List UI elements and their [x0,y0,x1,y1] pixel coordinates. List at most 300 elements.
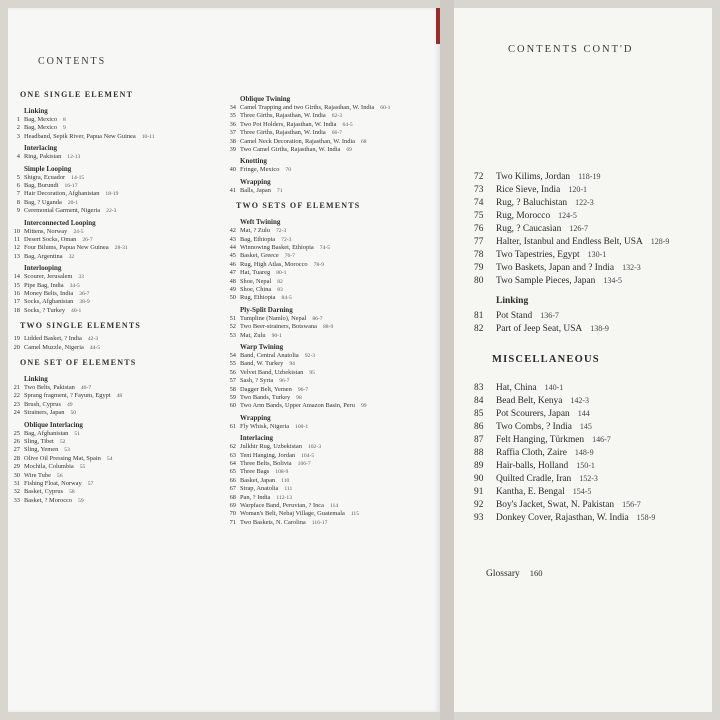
entry-title: Raffia Cloth, Zaire [496,448,567,458]
subsection-heading: Oblique Interlacing [24,420,83,429]
entry-number: 4 [16,153,20,161]
entry-page: 124-5 [558,211,577,220]
subsection-heading: Interlacing [24,144,58,153]
entry-number: 7 [16,190,20,198]
entry-number: 9 [16,207,20,215]
entry-title: Hat, Tuareg [240,269,271,277]
entry-page: 78-9 [313,261,324,268]
contents-entry [222,112,342,120]
contents-entry [8,344,100,352]
entry-number: 74 [474,198,484,208]
entry-page: 138-9 [590,324,609,333]
entry-number: 89 [474,461,484,471]
entry-number: 54 [229,352,236,359]
contents-entry [222,423,308,431]
entry-number: 18 [13,306,20,314]
contents-page-left [8,8,440,712]
contents-entry [8,392,122,400]
entry-number: 35 [229,112,236,120]
entry-number: 57 [229,377,236,385]
entry-number: 22 [13,392,20,400]
entry-number: 85 [474,409,484,419]
entry-number: 66 [229,476,236,484]
contents-entry [222,315,323,323]
entry-page: 140-1 [544,383,564,392]
entry-page: 115 [350,511,360,518]
entry-page: 83 [277,287,283,293]
entry-page: 72-3 [281,236,292,243]
entry-page: 53 [64,447,70,454]
entry-page: 12-13 [67,154,81,161]
entry-number: 87 [474,435,484,445]
contents-entry [222,394,302,402]
entry-number: 8 [16,198,20,206]
entry-title: Mittens, Norway [24,227,68,235]
entry-page: 50 [70,410,77,417]
entry-page: 59 [78,497,84,504]
contents-entry [222,286,283,294]
entry-page: 100-1 [295,423,309,430]
entry-page: 86-7 [312,315,323,322]
entry-title: Halter, Istanbul and Endless Belt, USA [496,237,643,247]
subsection-heading: Linking [496,296,529,306]
entry-title: Rug, ? Baluchistan [496,198,568,208]
entry-page: 34-5 [69,282,80,289]
subsection-heading: Interlooping [24,264,62,273]
entry-title: Two Arm Bands, Upper Amazon Basin, Peru [240,402,355,410]
entry-title: Headband, Sepik River, Papua New Guinea [24,132,136,140]
entry-page: 110 [281,477,290,484]
entry-number: 34 [229,104,236,111]
entry-number: 21 [13,384,20,391]
subsection-heading: Linking [24,375,48,383]
entry-page: 9 [63,125,66,132]
entry-title: Tumpline (Namlo), Nepal [240,314,307,322]
entry-title: Desert Socks, Oman [24,236,77,243]
entry-title: Woman's Belt, Nebaj Village, Guatemala [240,510,345,518]
subsection-heading: Interlacing [240,434,274,443]
contents-entry [8,335,98,343]
entry-title: Shoe, Nepal [240,277,272,285]
entry-page: 96-7 [279,378,290,385]
contents-entry [222,121,353,129]
entry-title: Felt Hanging, Türkmen [496,435,585,445]
contents-entry [222,269,286,277]
entry-page: 32 [68,253,75,260]
entry-title: Shoe, China [240,286,272,293]
entry-title: Brush, Cyprus [24,400,61,408]
subsection-heading: Ply-Split Darning [240,305,293,314]
entry-title: Two Beer-strainers, Botswana [240,323,317,331]
entry-number: 36 [229,120,236,128]
contents-entry [8,307,81,315]
entry-number: 23 [13,400,20,408]
entry-page: 95 [309,369,315,376]
entry-page: 156-7 [622,500,641,509]
entry-number: 90 [474,474,484,484]
contents-entry [8,401,73,409]
contents-entry [474,184,587,196]
contents-entry [474,408,590,420]
entry-number: 37 [229,129,236,137]
entry-title: Two Tapestries, Egypt [496,250,580,260]
entry-title: Julkhir Rug, Uzbekistan [240,443,302,451]
entry-number: 10 [13,227,20,235]
contents-entry [474,262,641,274]
contents-entry [8,174,84,182]
contents-entry [474,223,588,235]
entry-number: 1 [16,116,20,123]
entry-number: 71 [229,518,236,526]
entry-title: Lidded Basket, ? India [24,335,82,343]
entry-title: Pan, ? India [240,493,271,501]
entry-number: 82 [474,324,484,334]
entry-title: Two Kilims, Jordan [496,172,571,182]
contents-entry [8,190,118,198]
entry-number: 31 [13,480,20,487]
entry-title: Hair Decoration, Afghanistan [24,190,100,198]
entry-number: 28 [13,454,20,462]
entry-title: Mat, Zulu [240,331,266,339]
entry-page: 46-7 [80,385,92,391]
contents-entry [222,129,342,137]
entry-page: 130-1 [587,250,607,259]
contents-entry [8,446,70,454]
entry-number: 25 [13,429,20,437]
subsection-heading: Wrapping [240,177,271,186]
entry-number: 2 [16,124,20,132]
entry-page: 102-3 [307,444,322,451]
entry-title: Bag, Mexico [24,124,58,132]
entry-title: Strap, Anatolia [240,485,279,493]
entry-title: Three Belts, Bolivia [240,460,292,467]
entry-title: Olive Oil Pressing Mat, Spain [24,454,101,462]
contents-entry [222,460,311,468]
contents-entry [8,182,78,190]
contents-entry [222,166,291,174]
entry-page: 144 [577,409,590,418]
entry-number: 17 [13,298,20,306]
entry-page: 40-1 [71,307,82,314]
entry-title: Boy's Jacket, Swat, N. Pakistan [496,500,615,510]
entry-page: 24-5 [73,228,84,235]
contents-entry [8,290,89,298]
entry-page: 84-5 [281,295,292,302]
subsection-heading: Weft Twining [240,218,281,227]
entry-number: 61 [229,422,236,430]
entry-title: Quilted Cradle, Iran [496,474,572,484]
contents-entry [8,430,80,438]
entry-title: Strainers, Japan [24,409,65,417]
entry-page: 52 [59,439,66,445]
entry-title: Bag, Burundi [24,182,59,189]
entry-number: 67 [229,485,236,493]
entry-page: 44-5 [89,344,101,351]
entry-number: 13 [13,252,20,260]
entry-number: 93 [474,513,484,523]
contents-entry [222,485,292,493]
entry-title: Velvet Band, Uzbekistan [240,368,304,376]
entry-number: 55 [229,360,236,368]
entry-title: Bead Belt, Kenya [496,396,563,406]
contents-entry [474,421,592,433]
entry-title: Rug, Ethiopia [240,294,276,302]
entry-title: Shigra, Ecuador [24,173,66,181]
entry-number: 6 [16,182,20,189]
entry-title: Winnowing Basket, Ethiopia [240,244,314,251]
contents-entry [222,510,359,518]
entry-page: 66-7 [331,130,342,137]
subsection-heading: Wrapping [240,413,271,422]
contents-entry [222,146,352,154]
entry-number: 24 [13,409,20,417]
contents-entry [222,294,292,302]
entry-page: 26-7 [82,237,93,243]
entry-title: Donkey Cover, Rajasthan, W. India [496,513,629,523]
entry-page: 134-5 [603,276,622,285]
entry-title: Two Baskets, N. Carolina [240,518,306,526]
entry-title: Camel Neck Decoration, Rajasthan, W. India [240,137,355,145]
entry-page: 64-5 [342,121,353,128]
contents-entry [8,497,84,505]
contents-entry [222,252,295,260]
entry-title: Money Belts, India [24,290,74,297]
contents-entry [8,244,128,252]
entry-page: 57 [87,481,94,487]
entry-page: 38-9 [79,299,90,306]
entry-page: 68 [361,138,367,145]
entry-title: Fly Whisk, Nigeria [240,422,290,430]
entry-number: 76 [474,224,484,234]
contents-entry [474,512,655,524]
entry-page: 108-9 [275,469,289,476]
entry-title: Mochila, Columbia [24,463,74,471]
contents-entry [8,133,155,141]
section-heading: ONE SINGLE ELEMENT [20,90,134,99]
contents-entry [222,519,327,527]
entry-page: 51 [74,430,80,437]
contents-entry [474,395,589,407]
entry-title: Warpface Band, Peruvian, ? Inca [240,502,324,509]
entry-number: 19 [13,335,20,343]
glossary-label: Glossary [486,569,520,579]
contents-entry [474,210,577,222]
entry-page: 142-3 [570,396,590,405]
contents-entry [222,104,390,112]
entry-title: Sling, Tibet [24,438,54,445]
subsection-heading: Simple Looping [24,164,72,173]
entry-title: Basket, Cyprus [24,488,64,496]
entry-page: 36-7 [79,291,90,297]
entry-number: 62 [229,443,236,451]
contents-page-right [454,8,712,712]
entry-page: 54 [106,455,113,462]
entry-number: 50 [229,294,236,302]
contents-entry [222,452,314,460]
subsection-heading: Warp Twining [240,343,284,351]
contents-entry [8,116,66,124]
entry-page: 104-5 [301,452,315,459]
entry-page: 55 [79,464,86,471]
entry-page: 60-1 [380,105,391,111]
entry-title: Rice Sieve, India [496,185,561,195]
entry-number: 53 [229,331,236,339]
entry-title: Pot Scourers, Japan [496,409,570,419]
contents-entry [8,472,63,480]
contents-entry [222,477,289,485]
contents-entry [8,124,66,132]
contents-entry [8,207,116,215]
section-heading: ONE SET OF ELEMENTS [20,358,137,367]
contents-entry [474,434,611,446]
entry-number: 68 [229,493,236,501]
contents-entry [8,409,76,417]
entry-page: 126-7 [569,224,589,233]
entry-title: Socks, Afghanistan [24,298,74,306]
entry-number: 59 [229,394,236,401]
contents-entry [474,473,598,485]
contents-entry [222,278,283,286]
contents-entry [8,488,75,496]
entry-page: 28-31 [114,245,128,252]
contents-entry [8,384,91,392]
entry-title: Tent Hanging, Jordan [240,451,296,459]
page-gap [440,0,454,720]
contents-entry [8,438,65,446]
entry-page: 90-1 [271,332,282,339]
contents-entry [222,468,288,476]
entry-title: Bag, Afghanistan [24,429,69,437]
contents-entry [8,273,84,281]
entry-number: 5 [16,173,20,181]
contents-entry [474,236,669,248]
contents-entry [222,360,295,368]
entry-number: 32 [13,488,20,496]
entry-page: 42-3 [87,336,99,343]
entry-number: 30 [13,471,20,479]
contents-entry [8,298,90,306]
entry-page: 49 [66,401,73,408]
entry-page: 132-3 [622,263,641,272]
entry-title: Pot Stand [496,311,533,321]
entry-title: Four Bilums, Papua New Guinea [24,244,109,252]
entry-number: 69 [229,502,236,509]
entry-number: 29 [13,463,20,471]
entry-page: 145 [579,422,592,431]
entry-number: 92 [474,500,484,510]
contents-entry [222,261,324,269]
entry-title: Sling, Yemen [24,446,59,454]
entry-title: Three Bags [240,468,270,476]
contents-entry [222,377,289,385]
entry-number: 56 [229,368,236,376]
entry-number: 48 [229,277,236,285]
entry-number: 60 [229,402,236,410]
contents-entry [222,443,321,451]
entry-number: 80 [474,276,484,286]
entry-page: 48 [116,393,123,400]
entry-page: 158-9 [636,513,656,522]
entry-title: Two Belts, Pakistan [24,384,75,391]
entry-page: 56 [56,472,63,479]
contents-entry [222,236,291,244]
entry-title: Two Combs, ? India [496,422,572,432]
page-title: CONTENTS [38,56,107,67]
entry-number: 49 [229,286,236,293]
entry-title: Band, W. Turkey [240,360,284,368]
entry-title: Two Sample Pieces, Japan [496,276,596,286]
entry-page: 88-9 [322,324,334,331]
glossary-page: 160 [529,568,543,578]
entry-title: Bag, ? Uganda [24,198,62,206]
entry-title: Bag, Mexico [24,116,58,123]
contents-entry [8,455,112,463]
entry-title: Camel Muzzle, Nigeria [24,343,84,351]
entry-page: 106-7 [297,461,311,467]
contents-entry [8,253,74,261]
entry-page: 112-13 [276,494,292,501]
subsection-heading: Oblique Twining [240,95,291,103]
subsection-heading: Knotting [240,157,267,166]
entry-title: Band, Central Anatolia [240,352,299,359]
entry-title: Rug, ? Caucasian [496,224,562,234]
entry-number: 40 [229,166,236,174]
contents-entry [222,138,367,146]
contents-entry [222,494,292,502]
contents-entry [474,447,594,459]
entry-page: 71 [276,187,283,194]
entry-number: 44 [229,244,236,251]
entry-number: 63 [229,451,236,459]
entry-number: 86 [474,422,484,432]
entry-number: 64 [229,460,236,467]
entry-number: 3 [16,132,20,140]
entry-page: 154-5 [572,487,592,496]
entry-number: 33 [13,496,20,504]
entry-title: Mat, ? Zulu [240,227,270,235]
subsection-heading: Interconnected Looping [24,218,96,227]
entry-title: Wire Tube [24,471,51,479]
entry-page: 62-3 [331,113,342,120]
entry-title: Ring, Pakistan [24,153,62,161]
entry-page: 118-19 [578,172,601,181]
contents-entry [8,463,85,471]
entry-page: 20-1 [67,199,79,206]
entry-number: 47 [229,269,236,277]
entry-title: Two Pot Holders, Rajasthan, W. India [240,120,337,128]
contents-entry [222,402,367,410]
entry-title: Scourer, Jerusalem [24,273,73,281]
entry-number: 72 [474,172,484,182]
contents-entry [222,369,315,377]
entry-number: 14 [13,273,20,281]
entry-number: 39 [229,146,236,153]
contents-entry [222,244,330,252]
entry-title: Balls, Japan [240,186,271,194]
entry-title: Socks, ? Turkey [24,306,66,314]
entry-page: 58 [69,489,75,496]
contents-entry [8,282,80,290]
entry-number: 79 [474,263,484,273]
contents-entry [222,323,333,331]
entry-title: Sprang fragment, ? Fayum, Egypt [24,392,111,400]
entry-title: Two Bands, Turkey [240,394,291,401]
entry-page: 80-1 [276,270,287,277]
entry-page: 122-3 [575,198,594,207]
contents-entry [474,323,609,335]
contents-entry [474,499,641,511]
entry-title: Fishing Float, Norway [24,480,82,487]
